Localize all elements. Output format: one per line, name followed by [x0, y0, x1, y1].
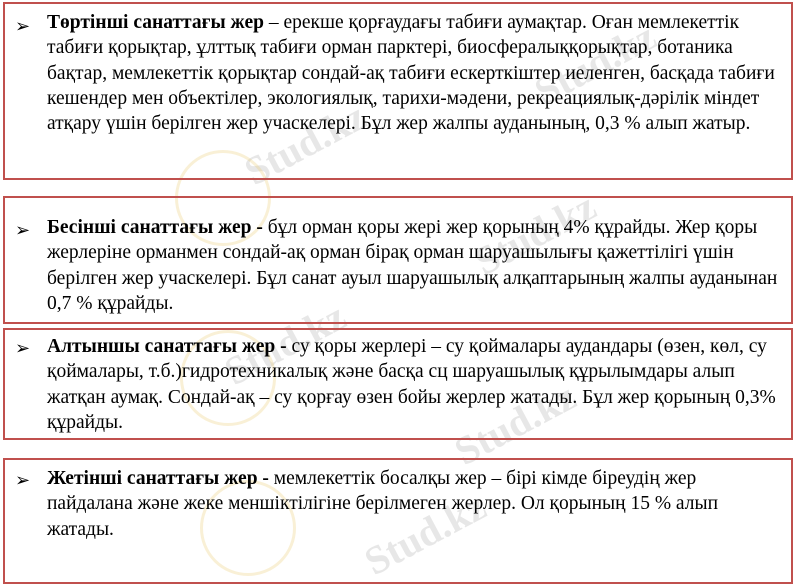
category-text: мемлекеттік босалқы жер – бірі кімде біреудің жер пайдалана және жеке меншіктілігіне берілмеген жерлер. Ол қорының 15 % алып жатады. [47, 468, 719, 540]
category-title: Алтыншы санаттағы жер - [47, 336, 287, 357]
arrow-bullet-icon: ➢ [15, 338, 31, 359]
watermark-text: Stud.kz [217, 293, 354, 394]
category-text: су қоры жерлері – су қоймалары аудандары (өзен, көл, су қоймалары, т.б.)гидротехникалық және басқа сц шаруашылық құрылымдары алып жатқан аумақ. Сондай-ақ – су қорғау өзен бойы жерлер жатады. Бұл жер қорының 0,3% құрайды. [47, 336, 776, 433]
land-category-block-5 [3, 196, 793, 324]
paragraph [47, 215, 781, 316]
arrow-bullet-icon: ➢ [15, 220, 31, 241]
land-category-block-7 [3, 458, 793, 584]
paragraph [47, 466, 781, 542]
category-text: бұл орман қоры жері жер қорының 4% құрайды. Жер қоры жерлеріне орманмен сондай-ақ орман бірақ орман шаруашылығы қажеттілігі үшін берілген жер учаскелері. Бұл санат ауыл шаруашылық алқаптарының жалпы ауданынан 0,7 % құрайды. [47, 217, 778, 314]
arrow-bullet-icon: ➢ [15, 470, 31, 491]
category-title: Төртінші санаттағы жер [47, 12, 264, 33]
category-title: Бесінші санаттағы жер - [47, 217, 263, 238]
watermark-text: Stud.kz [467, 183, 604, 284]
watermark-text: Stud.kz [527, 13, 664, 114]
arrow-bullet-icon: ➢ [15, 16, 31, 37]
category-title: Жетінші санаттағы жер - [47, 468, 269, 489]
category-text: – ерекше қорғаудағы табиғи аумақтар. Оған мемлекеттік табиғи қорықтар, ұлттық табиғи орман парктері, биосфералыққорықтар, ботаника бақтар, мемлекеттік қорықтар сондай-ақ табиғи ескерткіштер иеленген, басқада табиғи кешендер мен объектілер, экологиялық, тарихи-мәдени, рекреациялық-дәрілік міндет атқару үшін берілген жер учаскелері. Бұл жер жалпы ауданының, 0,3 % алып жатыр. [47, 12, 775, 135]
paragraph [47, 334, 781, 435]
watermark-text: Stud.kz [447, 373, 584, 474]
watermark-text: Stud.kz [357, 483, 494, 584]
land-category-block-6 [3, 328, 793, 440]
paragraph [47, 10, 781, 136]
watermark-text: Stud.kz [237, 93, 374, 194]
land-category-block-4 [3, 2, 793, 180]
